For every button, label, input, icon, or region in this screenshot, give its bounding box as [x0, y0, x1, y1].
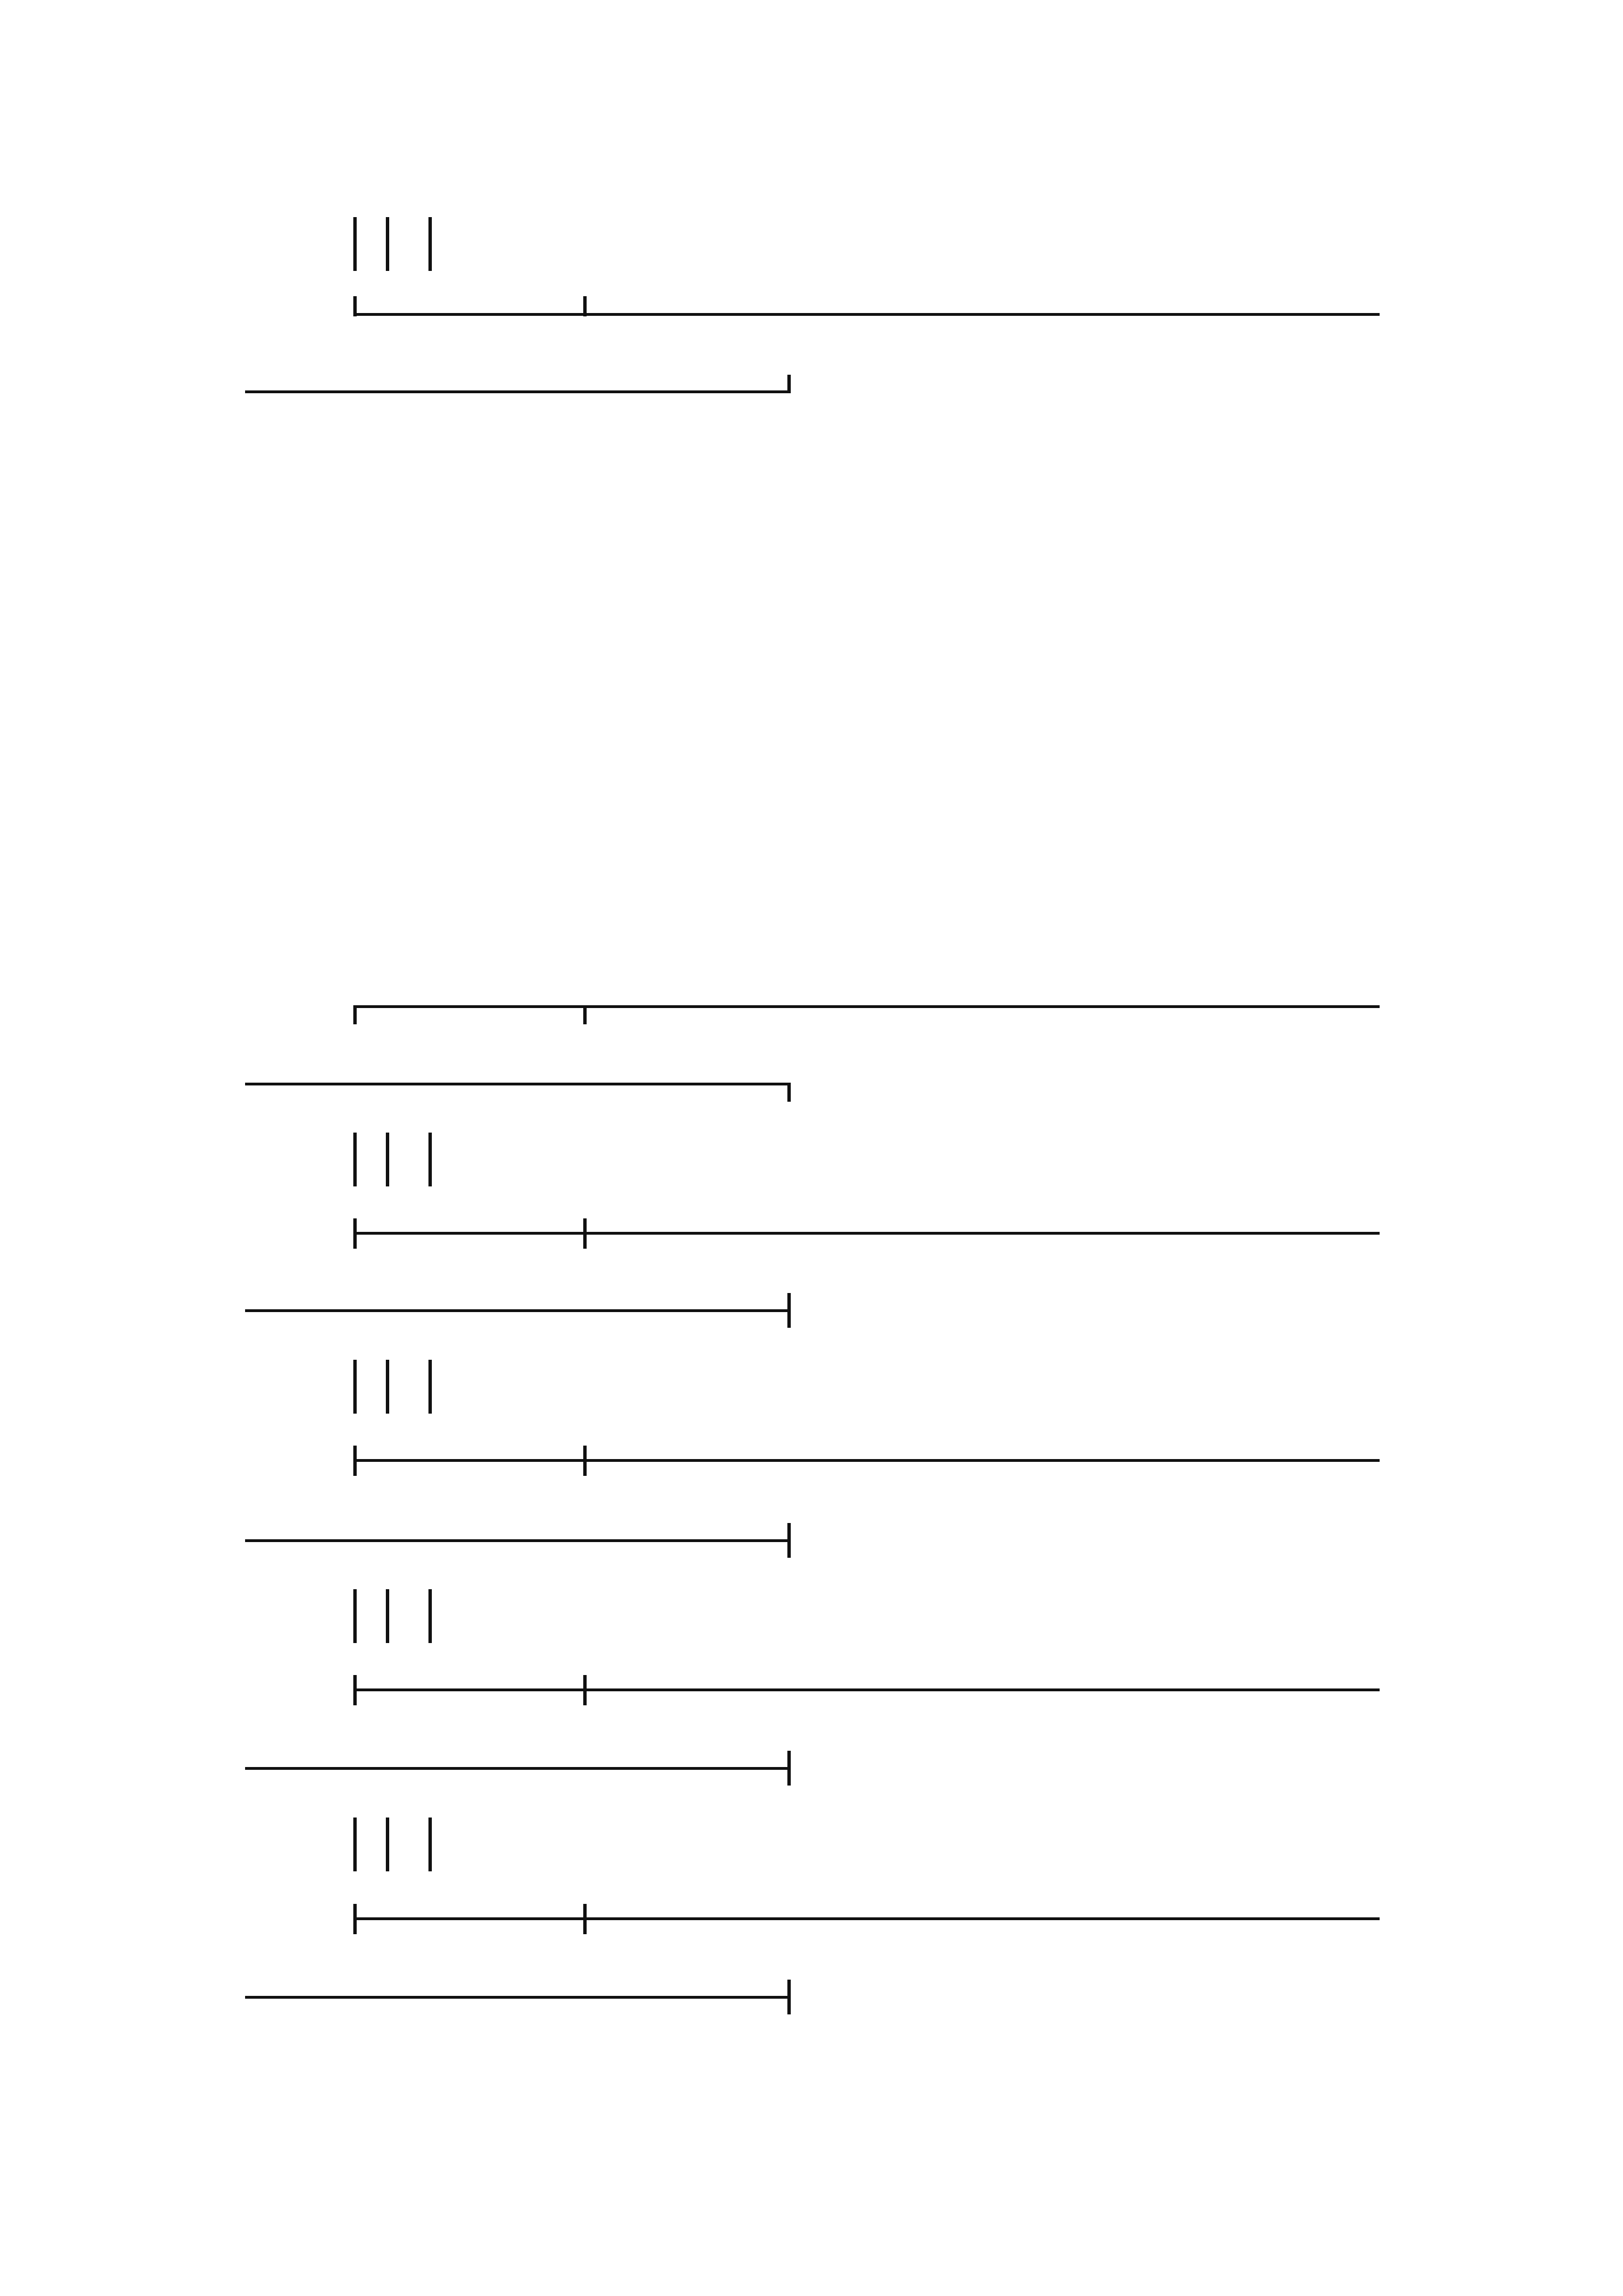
table-border	[428, 1360, 432, 1414]
table-border	[428, 1818, 432, 1871]
table-border	[386, 1818, 389, 1871]
table-border	[428, 217, 432, 271]
table-row	[353, 1129, 432, 1190]
table-border	[428, 1133, 432, 1186]
table-border	[386, 1133, 389, 1186]
table-row-remark	[353, 213, 432, 275]
table-border	[353, 1133, 357, 1186]
table-border	[353, 1589, 357, 1643]
table-border	[428, 1589, 432, 1643]
table-row	[353, 1585, 432, 1647]
table-border	[353, 217, 357, 271]
table-border	[386, 1589, 389, 1643]
table-row	[353, 1814, 432, 1875]
table-border	[386, 217, 389, 271]
table-border	[353, 1818, 357, 1871]
table-border	[353, 1360, 357, 1414]
table-row	[353, 1356, 432, 1418]
table-border	[386, 1360, 389, 1414]
